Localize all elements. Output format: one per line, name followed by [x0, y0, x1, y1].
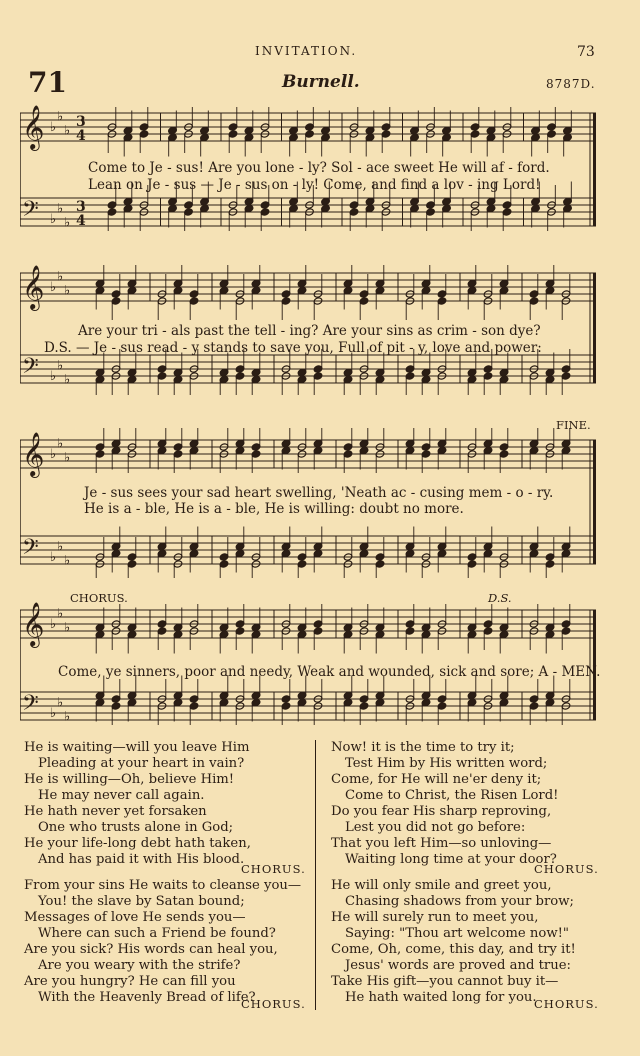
svg-text:𝄢: 𝄢: [22, 691, 39, 721]
svg-text:𝄞: 𝄞: [22, 105, 45, 149]
svg-text:♭: ♭: [57, 269, 64, 285]
svg-text:𝄞: 𝄞: [22, 265, 45, 309]
stanza-line: He may never call again.: [38, 788, 205, 803]
stanza-line: Come, Oh, come, this day, and try it!: [331, 942, 576, 957]
stanza-line: Are you sick? His words can heal you,: [24, 942, 278, 957]
stanza-line: Messages of love He sends you—: [24, 910, 246, 925]
svg-text:♭: ♭: [64, 450, 71, 466]
svg-text:♭: ♭: [64, 123, 71, 139]
svg-text:♭: ♭: [57, 539, 64, 555]
lyric-line-1-verse-2: Lean on Je - sus — Je - sus on - ly! Come, and find a lov - ing Lord!: [88, 177, 541, 193]
lyric-line-4-chorus: Come, ye sinners, poor and needy, Weak and wounded, sick and sore; A - MEN.: [58, 664, 601, 680]
svg-text:♭: ♭: [50, 120, 57, 135]
svg-text:♭: ♭: [64, 553, 71, 569]
stanza-line: He will only smile and greet you,: [331, 878, 552, 893]
lyric-line-2-verse-2: D.S. — Je - sus read - y stands to save you, Full of pit - y, love and power:: [44, 340, 542, 356]
stanza-line: Do you fear His sharp reproving,: [331, 804, 552, 819]
lyric-line-1-verse-1: Come to Je - sus! Are you lone - ly? Sol - ace sweet He will af - ford.: [88, 160, 550, 176]
stanza-line: Lest you did not go before:: [345, 820, 526, 835]
page-number: 73: [577, 44, 595, 60]
svg-text:♭: ♭: [57, 109, 64, 125]
stanza-line: He your life-long debt hath taken,: [24, 836, 251, 851]
svg-text:♭: ♭: [50, 550, 57, 565]
chorus-label: CHORUS.: [70, 591, 128, 605]
chorus-cue: CHORUS.: [241, 997, 306, 1011]
chorus-cue: CHORUS.: [534, 997, 599, 1011]
svg-text:3: 3: [76, 199, 86, 215]
stanza-line: That you left Him—so unloving—: [331, 836, 552, 851]
tune-name: Burnell.: [282, 72, 360, 92]
svg-text:4: 4: [76, 128, 86, 144]
chorus-cue: CHORUS.: [534, 862, 599, 876]
stanza-line: Are you hungry? He can fill you: [24, 974, 236, 989]
meter-label: 8787D.: [546, 77, 596, 91]
stanza-line: Test Him by His written word;: [345, 756, 548, 771]
stanza-line: He hath waited long for you.: [345, 990, 537, 1005]
stanza-line: Come, for He will ne'er deny it;: [331, 772, 542, 787]
svg-text:♭: ♭: [50, 706, 57, 721]
svg-text:♭: ♭: [50, 369, 57, 384]
lyric-line-3-verse-1: Je - sus sees your sad heart swelling, 'Neath ac - cusing mem - o - ry.: [84, 485, 554, 501]
svg-text:♭: ♭: [64, 283, 71, 299]
stanza-line: From your sins He waits to cleanse you—: [24, 878, 302, 893]
stanza-line: Pleading at your heart in vain?: [38, 756, 245, 771]
stanza-line: Where can such a Friend be found?: [38, 926, 276, 941]
stanza-line: Now! it is the time to try it;: [331, 740, 515, 755]
stanza-line: Are you weary with the strife?: [38, 958, 241, 973]
stanza-line: Come to Christ, the Risen Lord!: [345, 788, 559, 803]
hymn-number: 71: [28, 66, 67, 99]
svg-text:𝄞: 𝄞: [22, 602, 45, 646]
svg-text:♭: ♭: [57, 695, 64, 711]
svg-text:𝄢: 𝄢: [22, 197, 39, 227]
lyric-line-3-verse-2: He is a - ble, He is a - ble, He is willing: doubt no more.: [84, 501, 464, 517]
stanza-line: With the Heavenly Bread of life?: [38, 990, 256, 1005]
svg-text:𝄢: 𝄢: [22, 535, 39, 565]
stanza-line: Saying: "Thou art welcome now!": [345, 926, 569, 941]
column-divider: [315, 740, 316, 1010]
svg-text:♭: ♭: [57, 358, 64, 374]
svg-text:♭: ♭: [57, 201, 64, 217]
stanza-line: And has paid it with His blood.: [38, 852, 245, 867]
svg-text:♭: ♭: [64, 372, 71, 388]
svg-text:♭: ♭: [64, 709, 71, 725]
stanza-line: Waiting long time at your door?: [345, 852, 557, 867]
stanza-line: Jesus' words are proved and true:: [345, 958, 571, 973]
lyric-line-2-verse-1: Are your tri - als past the tell - ing? Are your sins as crim - son dye?: [78, 323, 541, 339]
svg-text:♭: ♭: [57, 606, 64, 622]
svg-text:4: 4: [76, 213, 86, 229]
svg-text:♭: ♭: [50, 212, 57, 227]
stanza-line: He hath never yet forsaken: [24, 804, 207, 819]
stanza-line: He is willing—Oh, believe Him!: [24, 772, 235, 787]
stanza-line: One who trusts alone in God;: [38, 820, 234, 835]
svg-text:♭: ♭: [64, 215, 71, 231]
svg-text:♭: ♭: [50, 447, 57, 462]
svg-text:♭: ♭: [64, 620, 71, 636]
stanza-line: He is waiting—will you leave Him: [24, 740, 250, 755]
ds-marker: D.S.: [488, 591, 512, 605]
section-title: INVITATION.: [255, 44, 358, 58]
svg-text:♭: ♭: [50, 617, 57, 632]
stanza-line: Chasing shadows from your brow;: [345, 894, 574, 909]
stanza-line: Take His gift—you cannot buy it—: [331, 974, 559, 989]
svg-text:3: 3: [76, 114, 86, 130]
stanza-line: You! the slave by Satan bound;: [38, 894, 245, 909]
chorus-cue: CHORUS.: [241, 862, 306, 876]
fine-marker: FINE.: [556, 418, 591, 432]
svg-text:𝄢: 𝄢: [22, 354, 39, 384]
svg-text:♭: ♭: [50, 280, 57, 295]
svg-text:𝄞: 𝄞: [22, 432, 45, 476]
svg-text:♭: ♭: [57, 436, 64, 452]
stanza-line: He will surely run to meet you,: [331, 910, 539, 925]
